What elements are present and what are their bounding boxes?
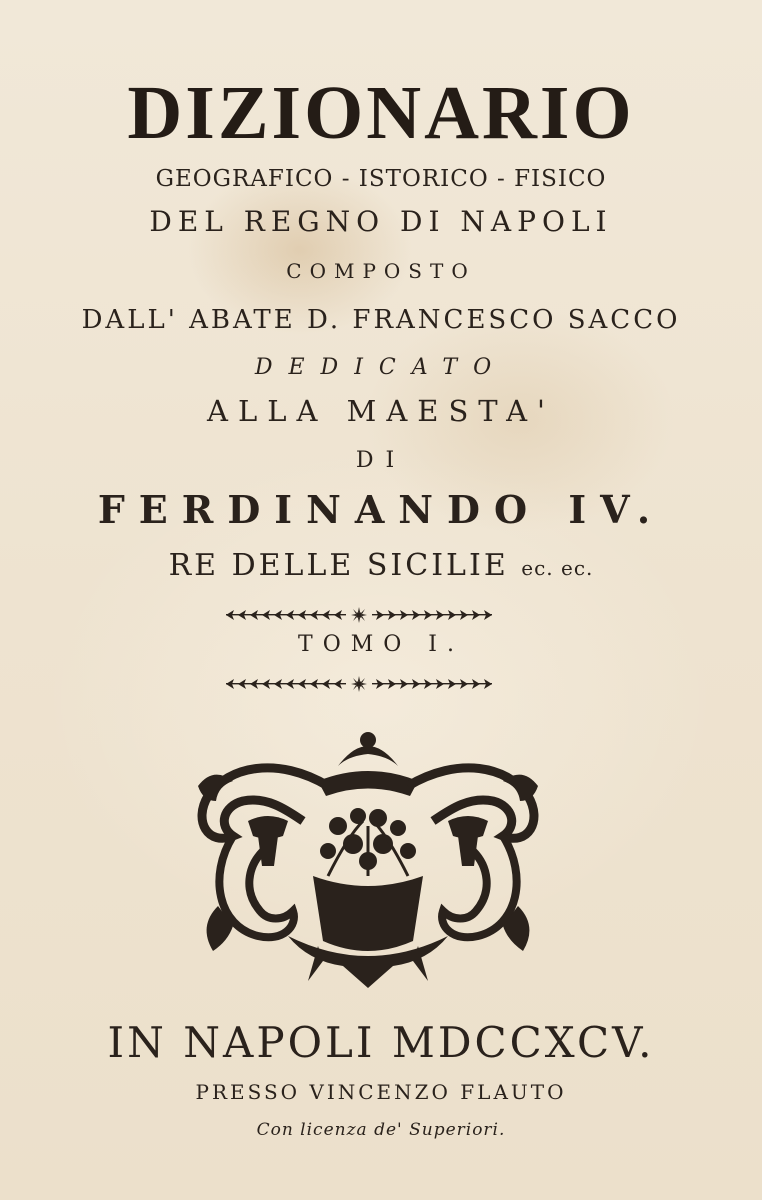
king-title (0, 548, 762, 583)
volume-number: TOMO I. (298, 632, 464, 657)
king-title-suffix: ec. ec. (521, 556, 594, 580)
dedicatee-line-2: DI (355, 448, 407, 473)
ornament-rule-top-icon (224, 606, 494, 624)
subtitle-line-3: COMPOSTO (286, 259, 476, 283)
king-title-text: RE DELLE SICILIE (168, 548, 509, 583)
subtitle-line-2: DEL REGNO DI NAPOLI (149, 205, 613, 238)
author-line: DALL' ABATE D. FRANCESCO SACCO (81, 305, 681, 335)
ornament-rule-bottom-icon (224, 675, 494, 693)
subtitle-line-1: GEOGRAFICO - ISTORICO - FISICO (155, 166, 607, 192)
book-title: DIZIONARIO (127, 71, 635, 155)
imprint-place-date: IN NAPOLI MDCCXCV. (107, 1018, 655, 1067)
imprint-printer: PRESSO VINCENZO FLAUTO (195, 1080, 567, 1104)
king-name: FERDINANDO IV. (97, 487, 665, 532)
imprint-license: Con licenza de' Superiori. (256, 1120, 506, 1140)
dedication-line: DEDICATO (254, 355, 508, 380)
printers-vignette-icon (188, 726, 548, 988)
dedicatee-line-1: ALLA MAESTA' (207, 394, 555, 428)
